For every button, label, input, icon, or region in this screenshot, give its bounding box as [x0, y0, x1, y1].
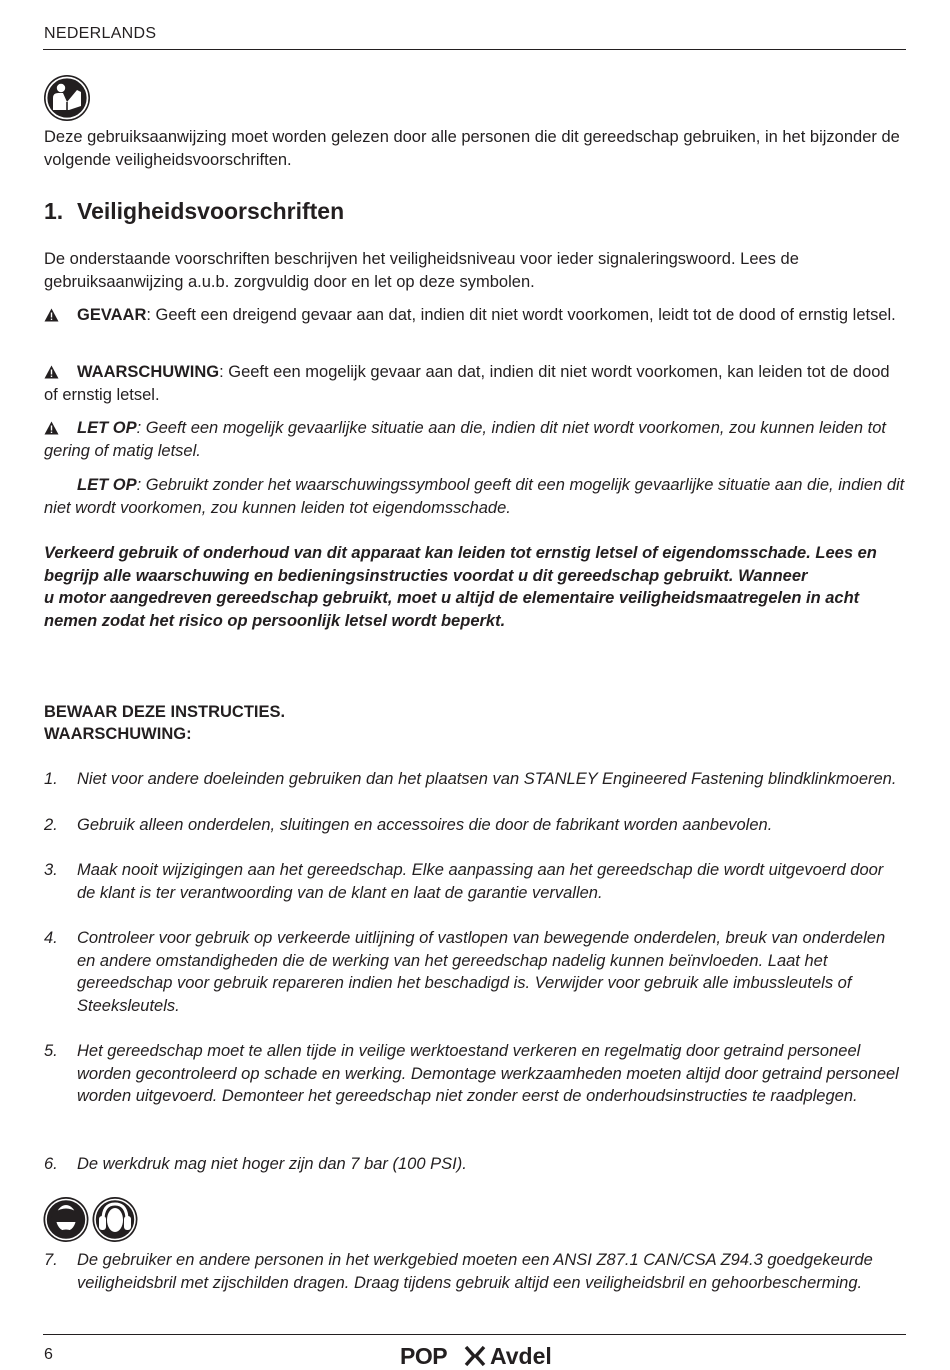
page-number: 6: [44, 1346, 53, 1363]
signal-warning: [44, 361, 906, 406]
brand-pop: POP: [400, 1343, 448, 1369]
section-intro-text: De onderstaande voorschriften beschrijven het veiligheidsniveau voor ieder signaleringswoord. Lees de gebruiksaanwijzing a.u.b. zorgvuldig door en let op deze symbolen.: [44, 250, 799, 291]
bold-warning-line: Verkeerd gebruik of onderhoud van dit apparaat kan leiden tot ernstig letsel of eigendomsschade. Lees en: [44, 544, 877, 562]
list-item: [44, 1249, 906, 1294]
signal-word: GEVAAR: [77, 306, 147, 324]
list-item: [44, 814, 906, 837]
signal-word: WAARSCHUWING: [77, 363, 220, 381]
list-number: 6.: [44, 1155, 58, 1173]
safety-glasses-icon: [44, 1197, 89, 1242]
brand-cross-icon: [464, 1345, 486, 1367]
list-text: Niet voor andere doeleinden gebruiken dan het plaatsen van STANLEY Engineered Fastening blindklinkmoeren.: [77, 770, 897, 788]
signal-text: : Geeft een dreigend gevaar aan dat, indien dit niet wordt voorkomen, leidt tot de dood of ernstig letsel.: [146, 306, 896, 324]
footer-divider: [43, 1334, 906, 1335]
list-number: 7.: [44, 1251, 58, 1269]
list-text: Controleer voor gebruik op verkeerde uitlijning of vastlopen van bewegende onderdelen, breuk van onderdelen en andere omstandigheden die de werking van het gereedschap nadelig kunnen beïnvloeden. Laat het gereedschap voor gebruik repareren indien het beschadigd is. Verwijder voor gebruik alle imbussleutels of Steeksleutels.: [77, 929, 886, 1015]
list-item: [44, 1153, 906, 1176]
list-text: De gebruiker en andere personen in het werkgebied moeten een ANSI Z87.1 CAN/CSA Z94.3 goedgekeurde veiligheidsbril met zijschilden dragen. Draag tijdens gebruik altijd een veiligheidsbril en gehoorbescherming.: [77, 1251, 873, 1292]
warning-triangle-icon: [44, 421, 59, 435]
list-text: Het gereedschap moet te allen tijde in veilige werktoestand verkeren en regelmatig door getraind personeel worden gecontroleerd op schade en werking. Demontage werkzaamheden moeten altijd door getraind personeel worden uitgevoerd. Demonteer het gereedschap niet zonder eerst de onderhoudsinstructies te raadplegen.: [77, 1042, 899, 1105]
list-number: 2.: [44, 816, 58, 834]
signal-word: LET OP: [77, 419, 137, 437]
list-number: 4.: [44, 929, 58, 947]
list-text: De werkdruk mag niet hoger zijn dan 7 bar (100 PSI).: [77, 1155, 467, 1173]
read-manual-icon: [43, 74, 91, 122]
signal-caution: [44, 417, 906, 462]
warning-triangle-icon: [44, 308, 59, 322]
warning-heading: WAARSCHUWING:: [44, 725, 192, 743]
ppe-icons: [43, 1196, 139, 1243]
ear-protection-icon: [93, 1197, 138, 1242]
header-divider: [43, 49, 906, 50]
language-label: NEDERLANDS: [44, 25, 157, 42]
warning-triangle-icon: [44, 365, 59, 379]
bold-warning-line: u motor aangedreven gereedschap gebruikt, moet u altijd de elementaire veiligheidsmaatregelen in acht: [44, 589, 860, 607]
list-text: Maak nooit wijzigingen aan het gereedschap. Elke aanpassing aan het gereedschap die wordt uitgevoerd door de klant is ter verantwoording van de klant en laat de garantie vervallen.: [77, 861, 884, 902]
list-item: [44, 768, 906, 791]
section-title: Veiligheidsvoorschriften: [77, 198, 345, 224]
signal-danger: [44, 304, 906, 327]
signal-text: : Gebruikt zonder het waarschuwingssymbool geeft dit een mogelijk gevaarlijke situatie aan die, indien dit niet wordt voorkomen, zou kunnen leiden tot eigendomsschade.: [44, 476, 905, 517]
brand-logo: [400, 1343, 562, 1369]
bold-warning-text: [44, 542, 906, 632]
list-number: 3.: [44, 861, 58, 879]
signal-text: : Geeft een mogelijk gevaarlijke situatie aan die, indien dit niet wordt voorkomen, zou kunnen leiden tot gering of matig letsel.: [44, 419, 886, 460]
bold-warning-line: begrijp alle waarschuwing en bedieningsinstructies voordat u dit gereedschap gebruikt. Wanneer: [44, 566, 808, 585]
list-number: 1.: [44, 770, 58, 788]
section-number: 1.: [44, 198, 64, 224]
bold-warning-line: nemen zodat het risico op persoonlijk letsel wordt beperkt.: [44, 611, 506, 630]
list-text: Gebruik alleen onderdelen, sluitingen en accessoires die door de fabrikant worden aanbevolen.: [77, 816, 773, 834]
list-item: [44, 859, 906, 904]
intro-text: Deze gebruiksaanwijzing moet worden gelezen door alle personen die dit gereedschap gebruiken, in het bijzonder de volgende veiligheidsvoorschriften.: [44, 128, 900, 169]
section-heading: [44, 198, 344, 225]
signal-notice: [44, 474, 906, 519]
signal-text: : Geeft een mogelijk gevaar aan dat, indien dit niet wordt voorkomen, kan leiden tot de dood of ernstig letsel.: [44, 363, 890, 404]
list-item: [44, 927, 906, 1017]
brand-avdel: Avdel: [490, 1343, 552, 1369]
list-number: 5.: [44, 1042, 58, 1060]
keep-instructions: BEWAAR DEZE INSTRUCTIES.: [44, 703, 286, 721]
list-item: [44, 1040, 906, 1108]
signal-word: LET OP: [77, 476, 137, 494]
